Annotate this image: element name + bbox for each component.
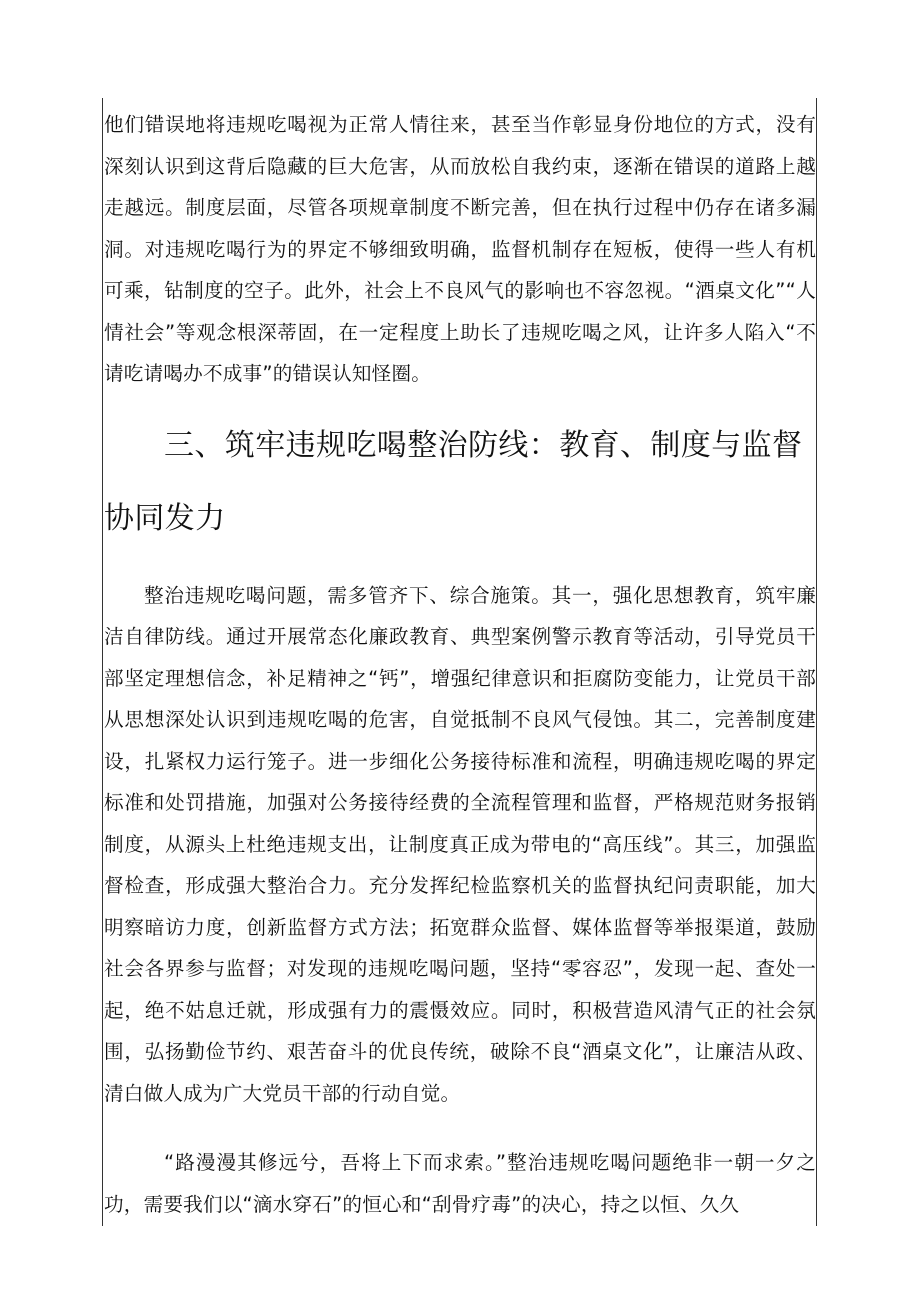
document-body (104, 104, 816, 1225)
continued-paragraph: 他们错误地将违规吃喝视为正常人情往来，甚至当作彰显身份地位的方式，没有深刻认识到这背后隐藏的巨大危害，从而放松自我约束，逐渐在错误的道路上越走越远。制度层面，尽管各项规章制度不断完善，但在执行过程中仍存在诸多漏洞。对违规吃喝行为的界定不够细致明确，监督机制存在短板，使得一些人有机可乘，钻制度的空子。此外，社会上不良风气的影响也不容忽视。“酒桌文化”“人情社会”等观念根深蒂固，在一定程度上助长了违规吃喝之风，让许多人陷入“不请吃请喝办不成事”的错误认知怪圈。 (104, 113, 816, 385)
section-paragraph: 整治违规吃喝问题，需多管齐下、综合施策。其一，强化思想教育，筑牢廉洁自律防线。通过开展常态化廉政教育、典型案例警示教育等活动，引导党员干部坚定理想信念，补足精神之“钙”，增强纪律意识和拒腐防变能力，让党员干部从思想深处认识到违规吃喝的危害，自觉抵制不良风气侵蚀。其二，完善制度建设，扎紧权力运行笼子。进一步细化公务接待标准和流程，明确违规吃喝的界定标准和处罚措施，加强对公务接待经费的全流程管理和监督，严格规范财务报销制度，从源头上杜绝违规支出，让制度真正成为带电的“高压线”。其三，加强监督检查，形成强大整治合力。充分发挥纪检监察机关的监督执纪问责职能，加大明察暗访力度，创新监督方式方法；拓宽群众监督、媒体监督等举报渠道，鼓励社会各界参与监督；对发现的违规吃喝问题，坚持“零容忍”，发现一起、查处一起，绝不姑息迁就，形成强有力的震慑效应。同时，积极营造风清气正的社会氛围，弘扬勤俭节约、艰苦奋斗的优良传统，破除不良“酒桌文化”，让廉洁从政、清白做人成为广大党员干部的行动自觉。 (104, 583, 816, 1105)
section-heading: 三、筑牢违规吃喝整治防线：教育、制度与监督协同发力 (104, 427, 803, 536)
closing-paragraph: “路漫漫其修远兮，吾将上下而求索。”整治违规吃喝问题绝非一朝一夕之功，需要我们以“滴水穿石”的恒心和“刮骨疗毒”的决心，持之以恒、久久 (104, 1151, 816, 1216)
